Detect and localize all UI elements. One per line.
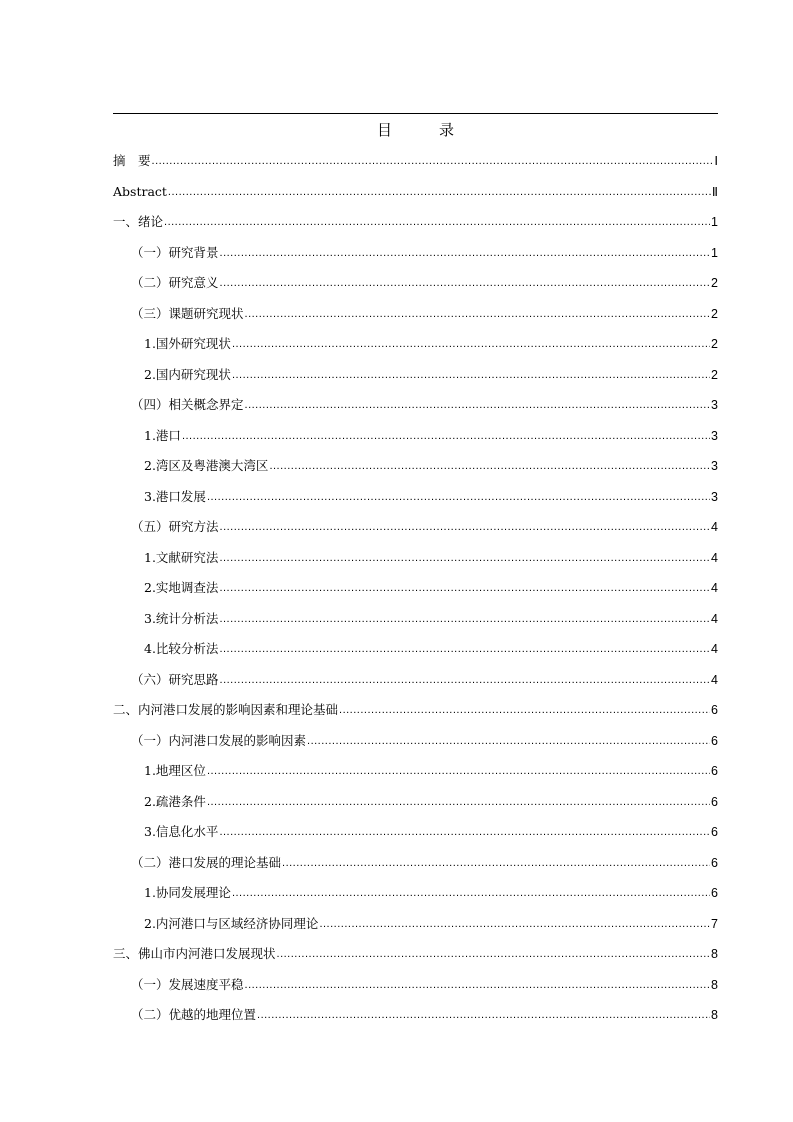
toc-entry-label: 2.疏港条件 (144, 794, 206, 809)
toc-entry-page: 4 (711, 673, 718, 687)
toc-entry-page: 7 (711, 917, 718, 931)
toc-entry[interactable] (113, 327, 718, 353)
toc-entry[interactable] (113, 968, 718, 994)
toc-entry-label: （四）相关概念界定 (131, 397, 244, 412)
toc-entry-page: 3 (711, 429, 718, 443)
toc-dot-leader (232, 884, 710, 902)
toc-dot-leader (220, 518, 711, 536)
toc-entry-page: 4 (711, 642, 718, 656)
toc-entry[interactable] (113, 388, 718, 414)
toc-entry-label: （六）研究思路 (131, 672, 219, 687)
toc-entry-label: 1.港口 (144, 428, 181, 443)
toc-dot-leader (219, 640, 710, 658)
toc-entry-page: 2 (711, 307, 718, 321)
toc-dot-leader (164, 213, 710, 231)
toc-entry-label: 1.地理区位 (144, 763, 206, 778)
toc-entry[interactable] (113, 571, 718, 597)
toc-entry-label: 1.国外研究现状 (144, 336, 231, 351)
toc-entry-page: 3 (711, 398, 718, 412)
toc-entry[interactable] (113, 846, 718, 872)
toc-entry-label: （二）港口发展的理论基础 (131, 855, 282, 870)
toc-dot-leader (207, 762, 710, 780)
toc-dot-leader (307, 732, 710, 750)
toc-entry-label: 3.信息化水平 (144, 824, 219, 839)
toc-entry-page: Ⅱ (711, 185, 718, 199)
toc-entry-label: 2.内河港口与区域经济协同理论 (144, 916, 319, 931)
toc-dot-leader (245, 976, 711, 994)
toc-entry[interactable] (113, 419, 718, 445)
toc-entry-page: Ⅰ (714, 154, 718, 168)
toc-entry[interactable] (113, 510, 718, 536)
toc-dot-leader (277, 945, 711, 963)
toc-entry-page: 4 (711, 520, 718, 534)
toc-entry[interactable] (113, 297, 718, 323)
toc-entry-label: 2.湾区及粤港澳大湾区 (144, 458, 269, 473)
toc-entry-label: 一、绪论 (113, 214, 164, 229)
toc-entry[interactable] (113, 663, 718, 689)
toc-entry[interactable] (113, 236, 718, 262)
toc-entry-label: （一）发展速度平稳 (131, 977, 244, 992)
toc-entry-page: 2 (711, 337, 718, 351)
toc-entry[interactable] (113, 754, 718, 780)
toc-entry[interactable] (113, 541, 718, 567)
toc-entry[interactable] (113, 632, 718, 658)
toc-entry[interactable] (113, 358, 718, 384)
toc-entry-page: 6 (711, 734, 718, 748)
toc-entry-label: （二）研究意义 (131, 275, 219, 290)
toc-entry-page: 3 (711, 459, 718, 473)
toc-entry-page: 4 (711, 612, 718, 626)
toc-entry-label: 4.比较分析法 (144, 641, 219, 656)
toc-dot-leader (220, 244, 711, 262)
toc-entry[interactable] (113, 175, 718, 201)
toc-entry[interactable] (113, 907, 718, 933)
toc-entry[interactable] (113, 449, 718, 475)
toc-dot-leader (339, 701, 710, 719)
toc-entry-page: 6 (711, 886, 718, 900)
toc-entry[interactable] (113, 937, 718, 963)
toc-dot-leader (220, 274, 711, 292)
toc-dot-leader (219, 823, 710, 841)
toc-entry[interactable] (113, 602, 718, 628)
toc-entry-label: （一）研究背景 (131, 245, 219, 260)
toc-entry-page: 6 (711, 703, 718, 717)
toc-entry-page: 2 (711, 368, 718, 382)
toc-entry-label: Abstract (113, 184, 167, 199)
header-rule (113, 113, 718, 114)
toc-entry-page: 8 (711, 947, 718, 961)
toc-entry-label: （三）课题研究现状 (131, 306, 244, 321)
toc-entry-page: 1 (711, 215, 718, 229)
toc-entry-label: 1.文献研究法 (144, 550, 219, 565)
toc-dot-leader (182, 427, 710, 445)
toc-dot-leader (219, 610, 710, 628)
toc-dot-leader (319, 915, 710, 933)
toc-entry-label: 1.协同发展理论 (144, 885, 231, 900)
toc-entry[interactable] (113, 876, 718, 902)
toc-entry-label: （二）优越的地理位置 (131, 1007, 257, 1022)
toc-title: 目 录 (376, 121, 470, 139)
toc-entry-label: 3.港口发展 (144, 489, 206, 504)
toc-entry-page: 4 (711, 551, 718, 565)
toc-entry-page: 2 (711, 276, 718, 290)
toc-dot-leader (269, 457, 710, 475)
toc-entry-label: 摘 要 (113, 153, 151, 168)
toc-dot-leader (232, 366, 710, 384)
toc-entry-label: 2.实地调查法 (144, 580, 219, 595)
toc-entry-page: 6 (711, 764, 718, 778)
toc-entry[interactable] (113, 480, 718, 506)
toc-entry[interactable] (113, 815, 718, 841)
toc-dot-leader (282, 854, 710, 872)
toc-entry-label: 2.国内研究现状 (144, 367, 231, 382)
toc-dot-leader (219, 549, 710, 567)
toc-entry[interactable] (113, 144, 718, 170)
toc-entry-page: 6 (711, 795, 718, 809)
toc-dot-leader (168, 183, 711, 201)
toc-dot-leader (232, 335, 710, 353)
toc-entry[interactable] (113, 266, 718, 292)
toc-dot-leader (257, 1006, 710, 1024)
toc-dot-leader (152, 152, 714, 170)
toc-entry-page: 4 (711, 581, 718, 595)
toc-entry[interactable] (113, 205, 718, 231)
toc-dot-leader (207, 793, 710, 811)
toc-entry-page: 8 (711, 978, 718, 992)
toc-dot-leader (207, 488, 710, 506)
toc-entry-label: （五）研究方法 (131, 519, 219, 534)
toc-entry-page: 8 (711, 1008, 718, 1022)
toc-entry-label: 三、佛山市内河港口发展现状 (113, 946, 276, 961)
toc-entry-label: 二、内河港口发展的影响因素和理论基础 (113, 702, 339, 717)
toc-dot-leader (245, 396, 711, 414)
toc-entry[interactable] (113, 693, 718, 719)
toc-entry-page: 3 (711, 490, 718, 504)
toc-entry-label: （一）内河港口发展的影响因素 (131, 733, 307, 748)
toc-entry-page: 6 (711, 856, 718, 870)
toc-entry-page: 1 (711, 246, 718, 260)
toc-dot-leader (220, 671, 711, 689)
toc-entry[interactable] (113, 998, 718, 1024)
toc-dot-leader (245, 305, 711, 323)
toc-dot-leader (219, 579, 710, 597)
toc-entry-page: 6 (711, 825, 718, 839)
toc-entry[interactable] (113, 724, 718, 750)
toc-entry-label: 3.统计分析法 (144, 611, 219, 626)
toc-entry[interactable] (113, 785, 718, 811)
